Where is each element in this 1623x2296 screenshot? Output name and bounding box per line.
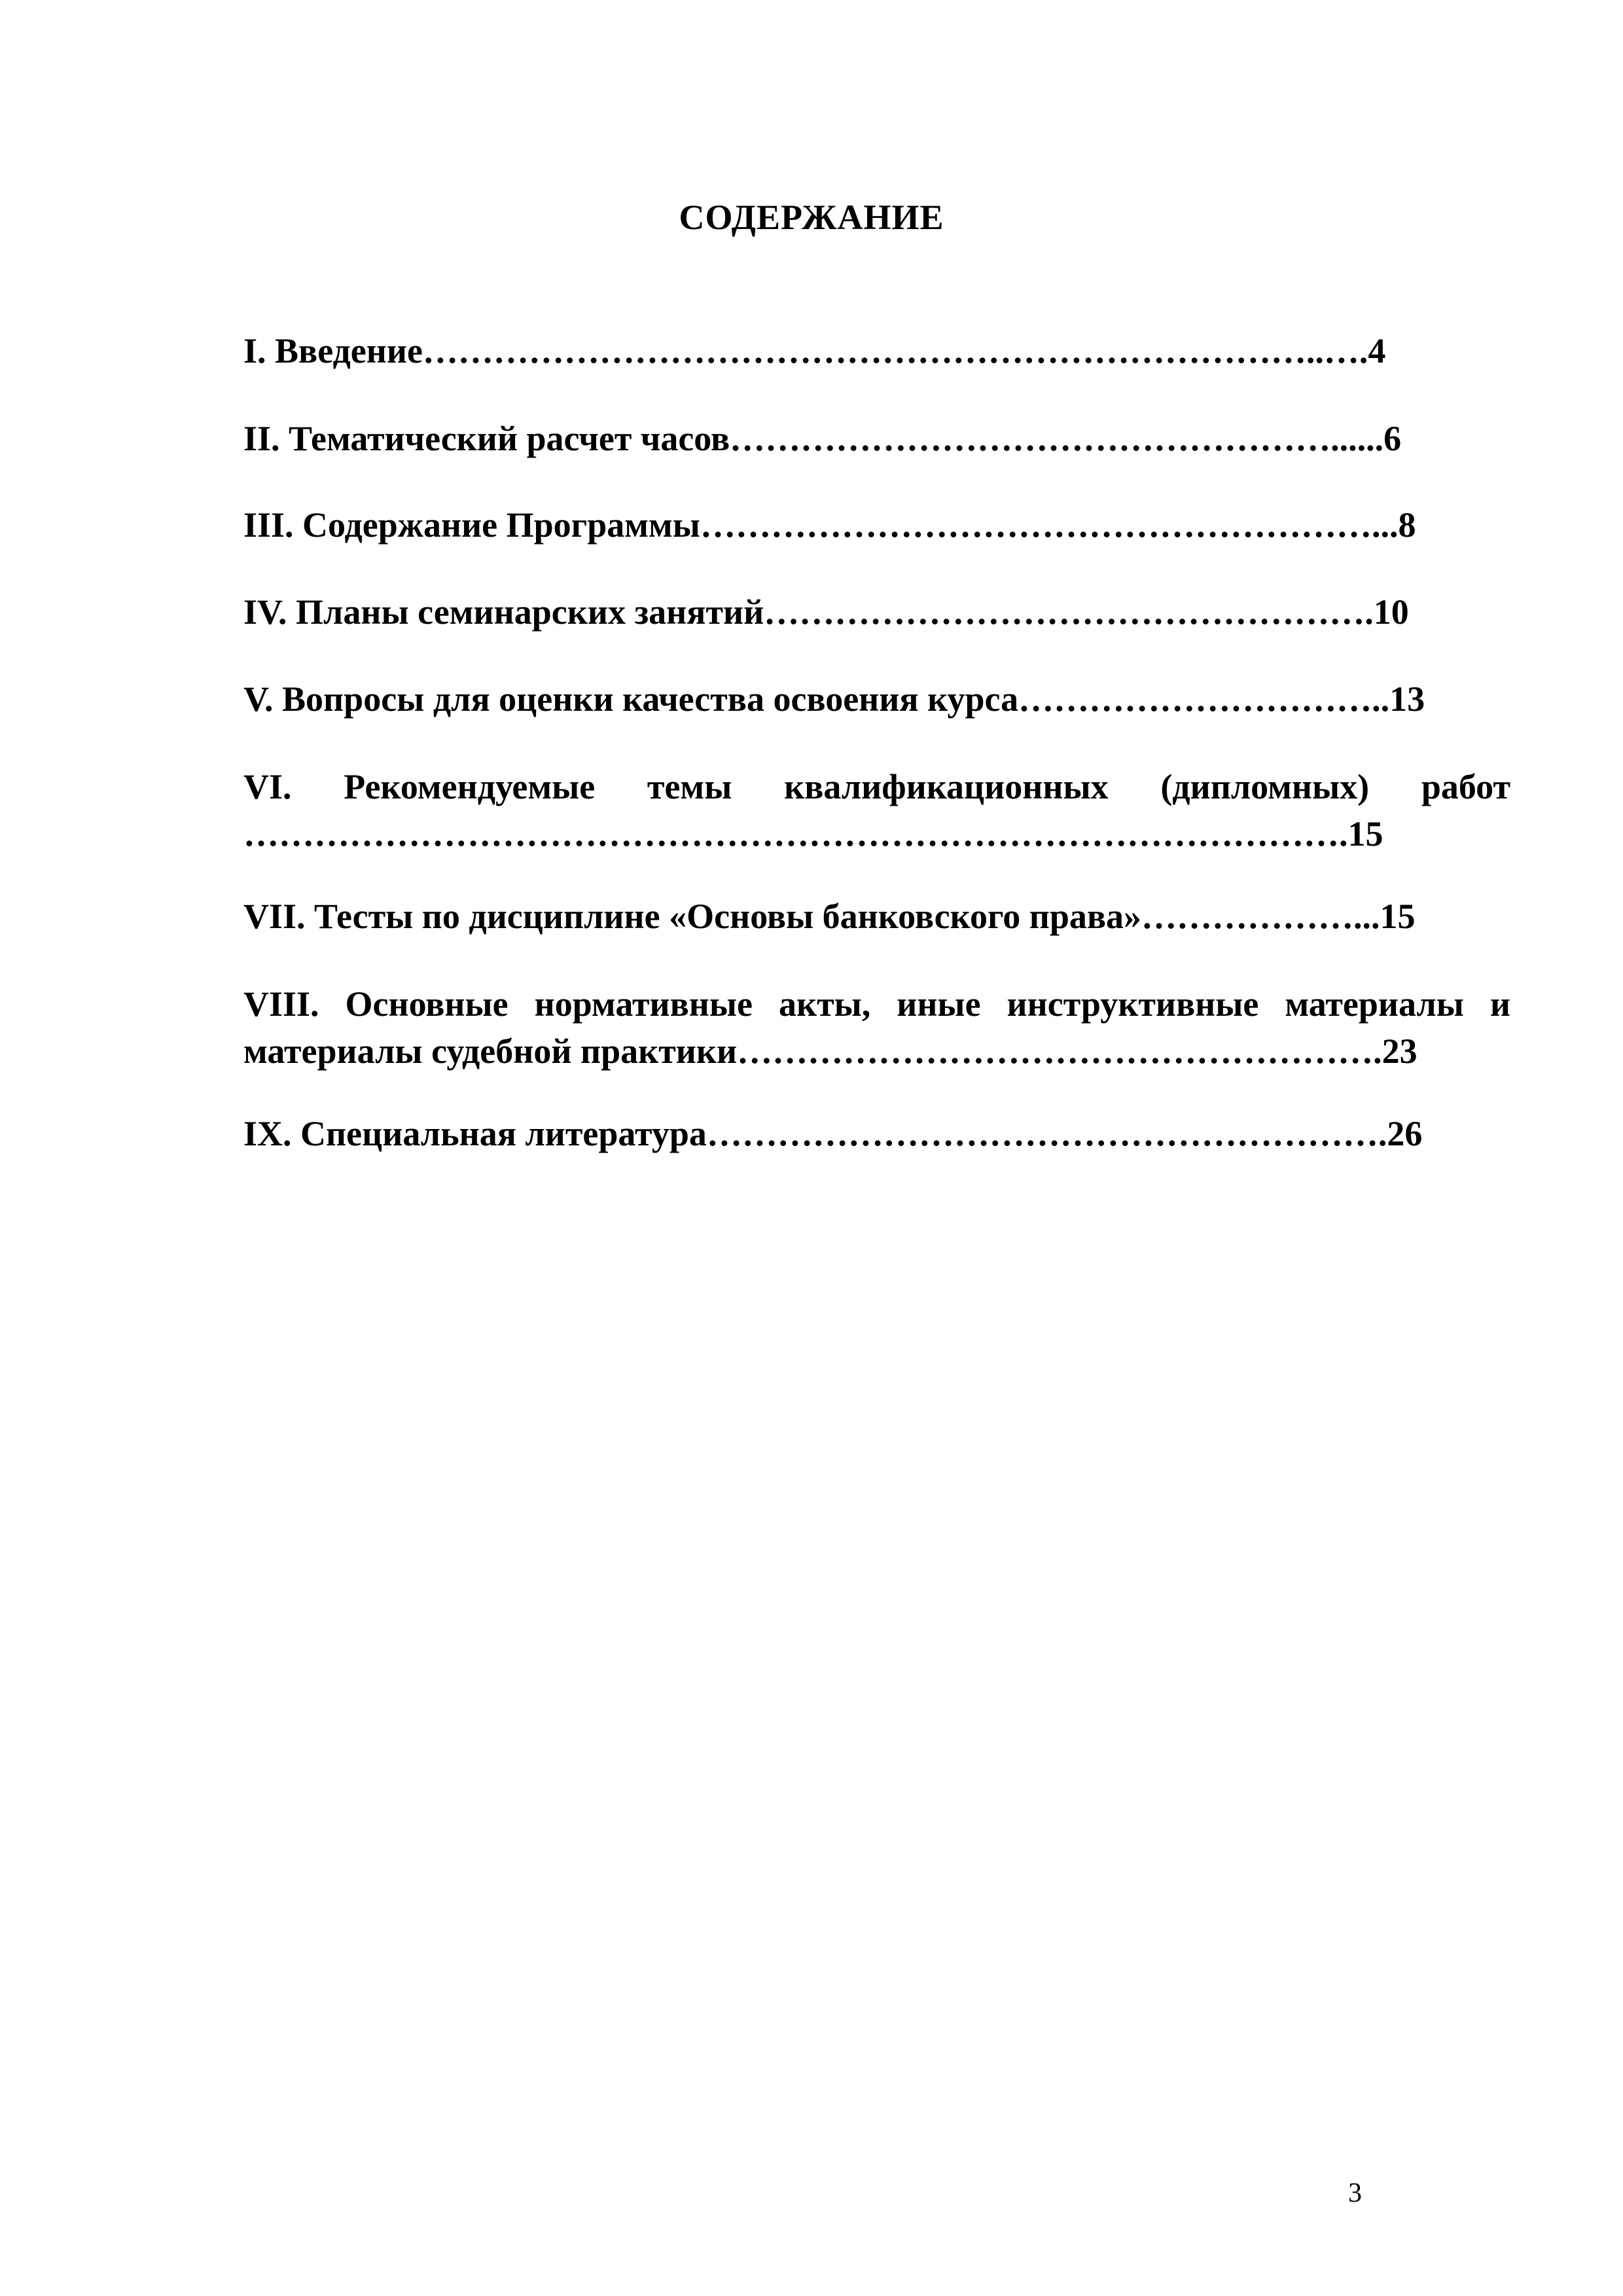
toc-entry-introduction: I. Введение…………………………………………………………………..….4 [243,331,1386,370]
toc-entry-program-content: III. Содержание Программы…………………………………………………...8 [243,505,1416,545]
toc-entry-tests: VII. Тесты по дисциплине «Основы банковского права»………………...15 [243,897,1416,936]
toc-entry-normative-acts: VIII. Основные нормативные акты, иные инструктивные материалы и материалы судебной практики……………………………………………….23 [243,984,1510,1071]
page-title: СОДЕРЖАНИЕ [679,198,944,237]
toc-entry-literature: IX. Специальная литература………………………………………………….26 [243,1114,1423,1153]
toc-entry-thematic-hours: II. Тематический расчет часов……………………………………………......6 [243,419,1402,458]
toc-entry-thesis-topics: VI. Рекомендуемые темы квалификационных (дипломных) работ ………………………………………………………………………………….15 [243,767,1510,853]
toc-entry-seminar-plans: IV. Планы семинарских занятий…………………………………………….10 [243,592,1409,632]
page-number: 3 [1348,2178,1362,2208]
toc-entry-assessment-questions: V. Вопросы для оценки качества освоения курса…………………………..13 [243,679,1425,719]
